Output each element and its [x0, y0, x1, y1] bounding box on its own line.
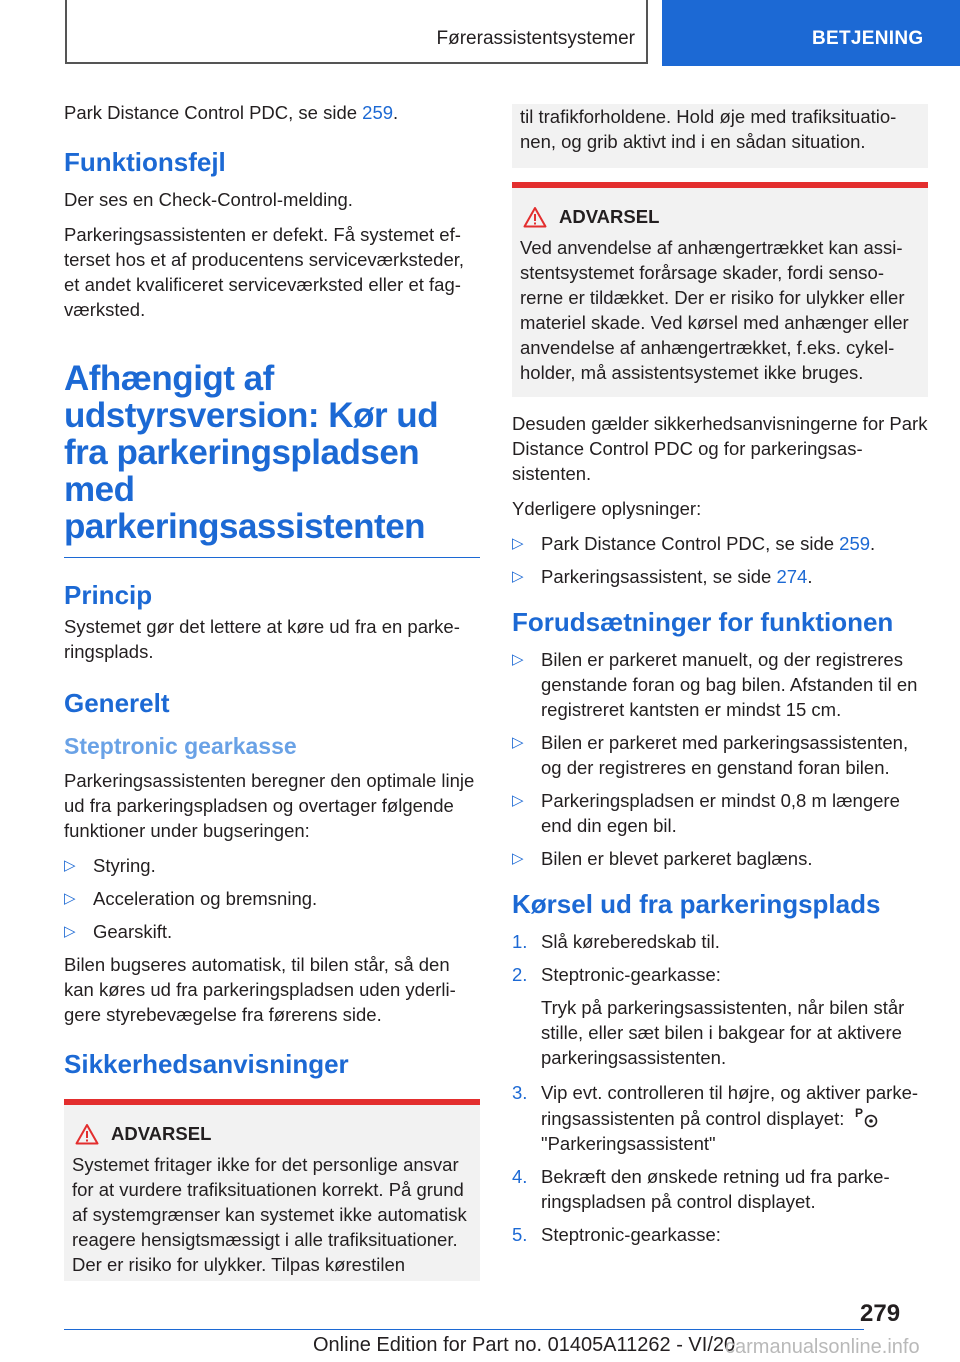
- right-column: [512, 104, 928, 1255]
- triangle-bullet-icon: ▷: [64, 857, 76, 874]
- list-item: [512, 564, 928, 589]
- warning-triangle-icon: [75, 1123, 99, 1145]
- intro-paragraph: [64, 100, 480, 125]
- list-item: [64, 853, 480, 878]
- step-text: Bekræft den ønskede retning ud fra parkeringspladsen på control displayet.: [541, 1166, 890, 1212]
- reference-list: [512, 531, 928, 589]
- list-item: [64, 886, 480, 911]
- warning-title-text: ADVARSEL: [559, 206, 660, 227]
- list-item: [64, 919, 480, 944]
- list-item-end: .: [807, 566, 813, 587]
- step-number: 5.: [512, 1224, 528, 1245]
- heading-steptronic: Steptronic gearkasse: [64, 733, 297, 759]
- heading-rule: [64, 557, 480, 558]
- page-header: [0, 0, 960, 66]
- list-item-text: Bilen er blevet parkeret baglæns.: [541, 848, 813, 869]
- paragraph-defekt: Parkeringsassistenten er defekt. Få systemet efterset hos et af producentens serviceværksteder, et andet kvalificeret serviceværksted eller et fagværksted.: [64, 224, 465, 320]
- step-list: [512, 1080, 928, 1247]
- heading-generelt: Generelt: [64, 688, 170, 718]
- list-item: [512, 788, 928, 838]
- paragraph-desuden: Desuden gælder sikkerhedsanvisningerne for Park Distance Control PDC og for parkeringsassistenten.: [512, 413, 928, 484]
- intro-end: .: [393, 102, 399, 123]
- step-item: [512, 929, 928, 954]
- prerequisite-list: [512, 647, 928, 871]
- warning-title-text: ADVARSEL: [111, 1123, 212, 1144]
- triangle-bullet-icon: ▷: [512, 568, 524, 585]
- triangle-bullet-icon: ▷: [512, 850, 524, 867]
- footer-rule: [64, 1329, 864, 1330]
- list-item-end: .: [870, 533, 876, 554]
- step-text: Vip evt. controlleren til højre, og aktiver parkeringsassistenten på control displayet:: [541, 1082, 919, 1129]
- list-item: [512, 531, 928, 556]
- list-item-text: Styring.: [93, 855, 156, 876]
- step-text: Steptronic-gearkasse:: [541, 964, 721, 985]
- triangle-bullet-icon: ▷: [512, 734, 524, 751]
- function-list: [64, 853, 480, 944]
- list-item: [512, 846, 928, 871]
- svg-text:P: P: [854, 1106, 863, 1120]
- paragraph-check-control: Der ses en Check-Control-melding.: [64, 189, 353, 210]
- triangle-bullet-icon: ▷: [512, 792, 524, 809]
- warning-text: Systemet fritager ikke for det personlige ansvar for at vurdere trafiksituationen korrekt. På grund af systemgrænser kan systemet ikke automatisk reagere hensigtsmæssigt i alle trafiksituationer. Der er risiko for ulykker. Tilpas kørestilen: [72, 1154, 467, 1275]
- page-number: 279: [860, 1300, 901, 1327]
- step-number: 2.: [512, 964, 528, 985]
- heading-funktionsfejl: Funktionsfejl: [64, 147, 226, 177]
- page-link[interactable]: 259: [362, 102, 394, 123]
- step-text: Slå køreberedskab til.: [541, 931, 720, 952]
- triangle-bullet-icon: ▷: [512, 651, 524, 668]
- page-link[interactable]: 274: [776, 566, 808, 587]
- warning-box: [64, 1099, 480, 1281]
- left-column: [64, 100, 480, 1295]
- list-item-text: Parkeringsassistent, se side: [541, 566, 777, 587]
- step-item: [512, 1080, 928, 1156]
- warning-continuation: til trafikforholdene. Hold øje med trafiksituationen, og grib aktivt ind i en sådan situation.: [512, 104, 928, 168]
- warning-title: [520, 204, 920, 229]
- triangle-bullet-icon: ▷: [64, 923, 76, 940]
- step-number: 4.: [512, 1166, 528, 1187]
- step-sub-paragraph: Tryk på parkeringsassistenten, når bilen står stille, eller sæt bilen i bakgear for at aktivere parkeringsassistenten.: [541, 997, 905, 1068]
- step-item: [512, 962, 928, 987]
- paragraph-princip: Systemet gør det lettere at køre ud fra en parkeringsplads.: [64, 616, 460, 662]
- step-text: Steptronic-gearkasse:: [541, 1224, 721, 1245]
- step-item: [512, 1164, 928, 1214]
- step-item: [512, 1222, 928, 1247]
- heading-sikkerhed: Sikkerhedsanvisninger: [64, 1049, 349, 1079]
- list-item-text: Parkeringspladsen er mindst 0,8 m længere end din egen bil.: [541, 790, 900, 836]
- warning-text: Ved anvendelse af anhængertrækket kan assistentsystemet forårsage skader, fordi sensorerne er tildækket. Der er risiko for ulykker eller materiel skade. Ved kørsel med anhænger eller anvendelse af anhængertrækket, f.eks. cykelholder, må assistentsystemet ikke bruges.: [520, 237, 909, 383]
- page-link[interactable]: 259: [839, 533, 871, 554]
- header-section-title: Førerassistentsystemer: [436, 28, 635, 49]
- list-item: [512, 730, 928, 780]
- step-number: 1.: [512, 931, 528, 952]
- parking-assistant-icon: [854, 1105, 880, 1129]
- step-list: [512, 929, 928, 987]
- step-number: 3.: [512, 1082, 528, 1103]
- header-chapter-label: BETJENING: [812, 28, 924, 49]
- triangle-bullet-icon: ▷: [512, 535, 524, 552]
- list-item-text: Bilen er parkeret med parkeringsassistenten, og der registreres en genstand foran bilen.: [541, 732, 909, 778]
- paragraph-yderligere: Yderligere oplysninger:: [512, 498, 702, 519]
- list-item-text: Acceleration og bremsning.: [93, 888, 318, 909]
- triangle-bullet-icon: ▷: [64, 890, 76, 907]
- main-heading: Afhængigt af udstyrsversion: Kør ud fra parkeringspladsen med parkeringsassistenten: [64, 359, 439, 546]
- warning-title: [72, 1121, 472, 1146]
- warning-box: [512, 182, 928, 397]
- watermark: carmanualsonline.info: [725, 1336, 920, 1358]
- list-item-text: Bilen er parkeret manuelt, og der registreres genstande foran og bag bilen. Afstanden til en registreret kantsten er mindst 15 cm.: [541, 649, 918, 720]
- list-item-text: Gearskift.: [93, 921, 173, 942]
- heading-princip: Princip: [64, 580, 153, 610]
- paragraph-steptronic: Parkeringsassistenten beregner den optimale linje ud fra parkeringspladsen og overtager følgende funktioner under bugseringen:: [64, 770, 475, 841]
- intro-text: Park Distance Control PDC, se side: [64, 102, 363, 123]
- footer-edition: Online Edition for Part no. 01405A11262 - VI/20: [313, 1334, 736, 1356]
- step-quote: "Parkeringsassistent": [541, 1133, 716, 1154]
- list-item: [512, 647, 928, 722]
- heading-korsel: Kørsel ud fra parkeringsplads: [512, 889, 881, 919]
- warning-triangle-icon: [523, 206, 547, 228]
- heading-forudsaetninger: Forudsætninger for funktionen: [512, 607, 894, 637]
- paragraph-bugseres: Bilen bugseres automatisk, til bilen står, så den kan køres ud fra parkeringspladsen uden yderligere styrebevægelse fra førerens side.: [64, 954, 456, 1025]
- header-chapter-tab: [662, 0, 960, 66]
- list-item-text: Park Distance Control PDC, se side: [541, 533, 840, 554]
